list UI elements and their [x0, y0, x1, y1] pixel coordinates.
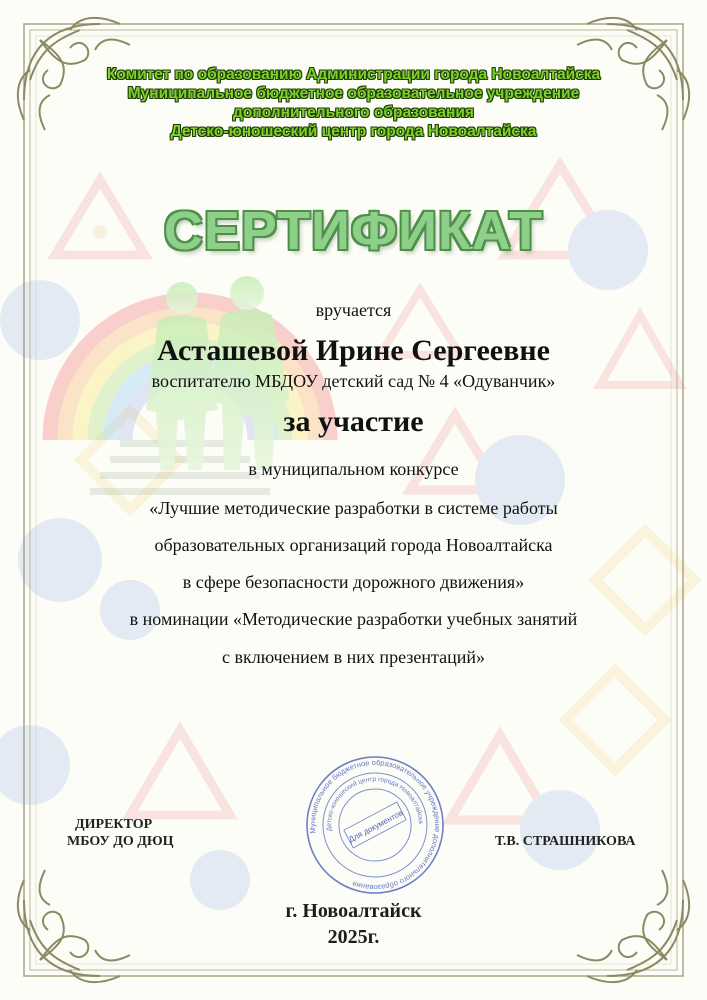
contest-line-1: в муниципальном конкурсе [248, 459, 459, 479]
director-organization: МБОУ ДО ДЮЦ [67, 834, 174, 849]
stamp-center-text: Для документов [347, 808, 405, 845]
issue-year: 2025г. [327, 926, 380, 948]
nomination-line-2: с включением в них презентаций» [222, 647, 485, 667]
roundabout-sign-icon [520, 790, 600, 870]
priority-road-sign-icon [566, 671, 665, 770]
recipient-name: Асташевой Ирине Сергеевне [157, 334, 550, 367]
header-line-1: Комитет по образованию Администрации города Новоалтайска [106, 66, 601, 83]
roundabout-sign-icon [0, 725, 70, 805]
award-reason: за участие [283, 405, 424, 438]
stamp-outer-textpath: Муниципальное бюджетное образовательное учреждение дополнительного образования [307, 757, 443, 893]
certificate-title: СЕРТИФИКАТ [163, 201, 544, 261]
stamp-inner-textpath: Детско-юношеский центр города Новоалтайска [325, 775, 425, 832]
nomination-line-1: в номинации «Методические разработки учебных занятий [129, 609, 578, 629]
recipient-position: воспитателю МБДОУ детский сад № 4 «Одуванчик» [151, 371, 556, 391]
header-line-2: Муниципальное бюджетное образовательное учреждение [127, 85, 580, 102]
contest-line-2: «Лучшие методические разработки в системе работы [149, 498, 558, 518]
contest-line-3: образовательных организаций города Новоалтайска [154, 535, 553, 555]
official-stamp [298, 748, 452, 902]
director-name: Т.В. СТРАШНИКОВА [495, 834, 636, 849]
issue-city: г. Новоалтайск [285, 900, 422, 922]
warning-sign-icon [130, 730, 230, 815]
contest-line-4: в сфере безопасности дорожного движения» [182, 572, 525, 592]
director-title: ДИРЕКТОР [75, 817, 153, 832]
header-line-3: дополнительного образования [233, 104, 474, 121]
header-line-4: Детско-юношеский центр города Новоалтайска [170, 123, 537, 140]
awarded-text: вручается [315, 300, 392, 320]
